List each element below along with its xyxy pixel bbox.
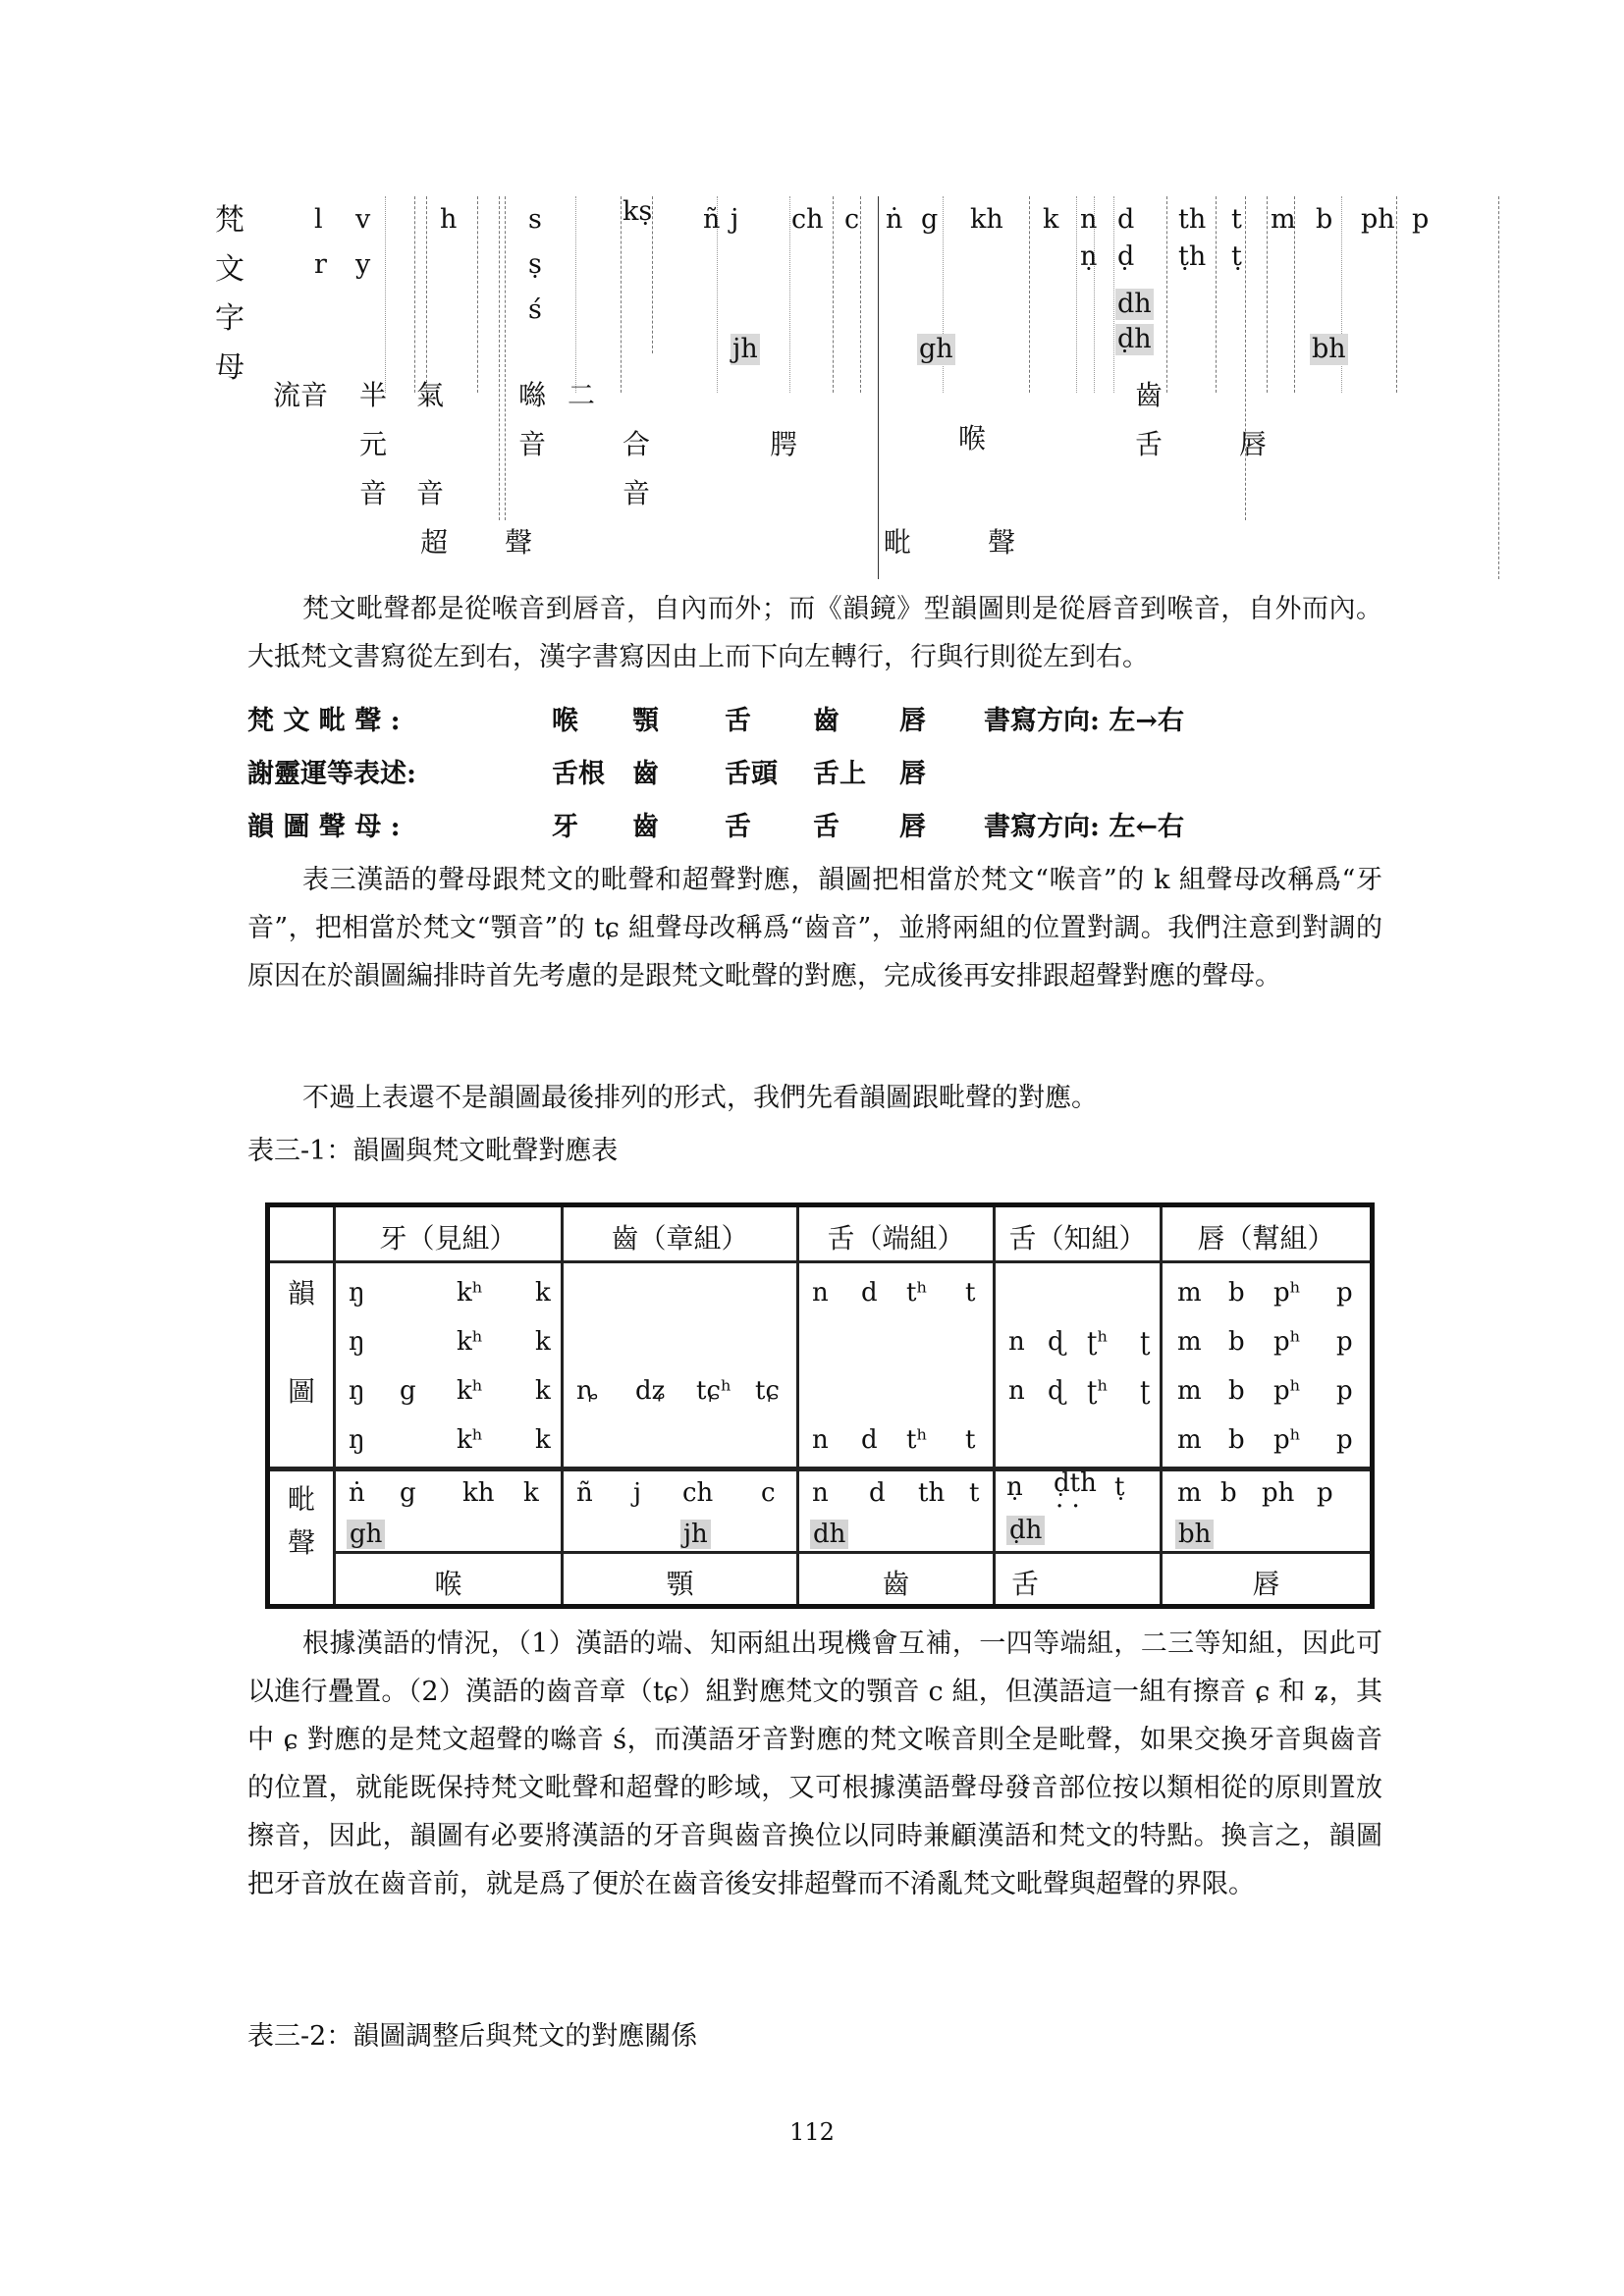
- cell-g: g: [400, 1376, 416, 1406]
- letter-s-acute: ś: [528, 294, 542, 325]
- label-chao: 超: [420, 526, 449, 559]
- cell-zhi: ɖ: [1048, 1376, 1064, 1406]
- letter-th-dot: ṭh: [1178, 241, 1207, 272]
- label-breath: 音: [416, 477, 445, 509]
- row-cell: 舌: [725, 812, 751, 842]
- label-compound: 合: [623, 428, 651, 460]
- cell-bang: m: [1177, 1327, 1202, 1357]
- cell-zhi: n: [1008, 1376, 1025, 1406]
- cell-bang: b: [1228, 1376, 1245, 1406]
- cell-bang: b: [1228, 1425, 1245, 1455]
- label-liquid: 流音: [273, 379, 329, 411]
- cell-pi-e: ch: [682, 1478, 714, 1508]
- label-lingual: 舌: [1135, 428, 1164, 460]
- header-bang: 唇（幫組）: [1197, 1222, 1335, 1255]
- cell-bang: p: [1336, 1278, 1353, 1308]
- label-labial: 唇: [1239, 428, 1268, 460]
- row-label-pi: 毗: [287, 1483, 315, 1516]
- label-two: 二: [568, 379, 596, 411]
- footer-she: 舌: [1010, 1568, 1039, 1600]
- footer-chi: 齒: [882, 1568, 910, 1600]
- row-cell: 舌: [813, 812, 839, 842]
- cell-bang: pʰ: [1273, 1327, 1301, 1357]
- label-pi: 毗: [884, 526, 912, 559]
- footer-chun: 唇: [1252, 1568, 1280, 1600]
- letter-ks: kṣ: [623, 196, 653, 227]
- letter-th: th: [1178, 204, 1207, 235]
- letter-n-dot: ṇ: [1080, 241, 1098, 272]
- letter-gh: gh: [919, 334, 953, 364]
- cell-duan: d: [861, 1278, 878, 1308]
- label-semivowel: 元: [359, 428, 388, 460]
- letter-n-macron: ṅ: [886, 204, 903, 235]
- cell-bang: pʰ: [1273, 1376, 1301, 1406]
- cell-pi-chi: t: [969, 1478, 980, 1508]
- footer-hou: 喉: [434, 1568, 462, 1600]
- cell-k: k: [535, 1327, 551, 1357]
- cell-zhang: tɕ: [755, 1376, 781, 1406]
- compare-row-xie: [247, 752, 1327, 791]
- cell-zhi: ʈʰ: [1087, 1327, 1109, 1357]
- cell-ng: ŋ: [349, 1327, 365, 1357]
- chart-side-label: [212, 196, 247, 393]
- cell-kh: kʰ: [457, 1425, 484, 1455]
- letter-p: p: [1412, 204, 1430, 235]
- header-zhang: 齒（章組）: [611, 1222, 749, 1255]
- letter-n: n: [1080, 204, 1098, 235]
- side-char: 字: [215, 301, 244, 336]
- label-sheng: 聲: [505, 526, 533, 559]
- cell-ng: ŋ: [349, 1425, 365, 1455]
- label-guttural: 喉: [958, 422, 987, 454]
- label-dental: 齒: [1135, 379, 1164, 411]
- letter-v: v: [355, 204, 371, 235]
- label-sibilant: 音: [518, 428, 547, 460]
- row-note: 書寫方向: 左→右: [984, 706, 1184, 736]
- cell-pi-she-dots: · ·: [1056, 1492, 1080, 1522]
- cell-zhi: n: [1008, 1327, 1025, 1357]
- row-label-sheng: 聲: [287, 1526, 315, 1559]
- cell-zhi: ʈʰ: [1087, 1376, 1109, 1406]
- cell-pi-chun: p: [1317, 1478, 1333, 1508]
- row-cell: 舌: [725, 706, 751, 736]
- letter-d: d: [1117, 204, 1135, 235]
- cell-pi-hou: g: [400, 1478, 416, 1508]
- label-semivowel: 半: [359, 379, 388, 411]
- cell-pi-chun: m: [1177, 1478, 1202, 1508]
- cell-bang: m: [1177, 1278, 1202, 1308]
- page-number: 112: [789, 2118, 835, 2146]
- cell-pi-chi: d: [869, 1478, 886, 1508]
- row-label-tu: 圖: [287, 1375, 315, 1408]
- letter-c: c: [844, 204, 860, 235]
- side-char: 梵: [215, 203, 244, 238]
- cell-bang: p: [1336, 1376, 1353, 1406]
- cell-duan: tʰ: [906, 1425, 928, 1455]
- label-pi-sheng: 聲: [988, 526, 1016, 559]
- cell-pi-she: ṭ: [1114, 1472, 1125, 1502]
- row-cell: 喉: [552, 706, 578, 736]
- letter-b: b: [1316, 204, 1333, 235]
- cell-ng: ŋ: [349, 1376, 365, 1406]
- cell-zhang: tɕʰ: [696, 1376, 732, 1406]
- cell-kh: kʰ: [457, 1376, 484, 1406]
- cell-kh: kʰ: [457, 1278, 484, 1308]
- row-cell: 舌上: [813, 759, 866, 789]
- letter-ph: ph: [1361, 204, 1395, 235]
- row-label-yun: 韻: [287, 1277, 315, 1309]
- row-cell: 齒: [632, 759, 659, 789]
- letter-ch: ch: [791, 204, 824, 235]
- letter-l: l: [314, 204, 323, 235]
- cell-pi-she: ḍth: [1054, 1468, 1097, 1498]
- letter-g: g: [921, 204, 939, 235]
- cell-duan: n: [812, 1278, 829, 1308]
- cell-zhi: ɖ: [1048, 1327, 1064, 1357]
- cell-pi-e: c: [761, 1478, 776, 1508]
- header-duan: 舌（端組）: [827, 1222, 965, 1255]
- row-cell: 顎: [632, 706, 659, 736]
- row-cell: 唇: [899, 812, 926, 842]
- letter-m: m: [1271, 204, 1296, 235]
- cell-bang: m: [1177, 1425, 1202, 1455]
- label-semivowel: 音: [359, 477, 388, 509]
- row-cell: 牙: [552, 812, 578, 842]
- letter-k: k: [1043, 204, 1059, 235]
- label-compound: 音: [623, 477, 651, 509]
- cell-bang: pʰ: [1273, 1278, 1301, 1308]
- row-note: 書寫方向: 左←右: [984, 812, 1184, 842]
- cell-pi-gh: gh: [347, 1520, 385, 1549]
- side-char: 母: [215, 350, 244, 385]
- cell-kh: kʰ: [457, 1327, 484, 1357]
- row-cell: 舌頭: [725, 759, 778, 789]
- letter-h: h: [440, 204, 458, 235]
- letter-kh: kh: [970, 204, 1003, 235]
- compare-row-pi: [247, 699, 1327, 738]
- cell-bang: b: [1228, 1327, 1245, 1357]
- cell-duan: t: [965, 1278, 976, 1308]
- letter-t-dot: ṭ: [1231, 241, 1242, 272]
- sanskrit-letter-chart: [0, 0, 1624, 579]
- row-label: 梵 文 毗 聲 :: [247, 706, 401, 736]
- cell-duan: tʰ: [906, 1278, 928, 1308]
- label-sibilant: 噝: [518, 379, 547, 411]
- row-cell: 齒: [813, 706, 839, 736]
- cell-pi-chi: n: [812, 1478, 829, 1508]
- cell-pi-jh: jh: [680, 1520, 711, 1549]
- cell-k: k: [535, 1376, 551, 1406]
- compare-row-yuntu: [247, 805, 1327, 844]
- paragraph-4: 根據漢語的情況，（1）漢語的端、知兩組出現機會互補，一四等端組，二三等知組，因此可以進行疊置。（2）漢語的齒音章（tɕ）組對應梵文的顎音 c 組，但漢語這一組有擦音 ɕ 和 ʑ，其中 ɕ 對應的是梵文超聲的噝音 ś，而漢語牙音對應的梵文喉音則全是毗聲，如果交換牙音與齒音的位置，就能既保持梵文毗聲和超聲的畛域，又可根據漢語聲母發音部位按以類相從的原則置放擦音，因此，韻圖有必要將漢語的牙音與齒音換位以同時兼顧漢語和梵文的特點。換言之，韻圖把牙音放在齒音前，就是爲了便於在齒音後安排超聲而不淆亂梵文毗聲與超聲的界限。: [247, 1629, 1382, 1899]
- letter-t: t: [1231, 204, 1242, 235]
- cell-bang: p: [1336, 1327, 1353, 1357]
- letter-dh: dh: [1117, 289, 1152, 319]
- cell-pi-hou: k: [523, 1478, 539, 1508]
- letter-r: r: [314, 249, 327, 280]
- cell-duan: d: [861, 1425, 878, 1455]
- cell-pi-she: ṇ: [1006, 1472, 1023, 1502]
- letter-dh-dot: ḍh: [1117, 324, 1152, 354]
- cell-zhi: ʈ: [1140, 1376, 1151, 1406]
- letter-d-dot: ḍ: [1117, 241, 1135, 272]
- label-breath: 氣: [416, 379, 445, 411]
- table-caption-3-1: 表三-1：韻圖與梵文毗聲對應表: [247, 1136, 619, 1166]
- cell-bang: pʰ: [1273, 1425, 1301, 1455]
- cell-zhi: ʈ: [1140, 1327, 1151, 1357]
- letter-jh: jh: [732, 334, 758, 364]
- row-label: 韻 圖 聲 母 :: [247, 812, 401, 842]
- cell-zhang: dʑ: [635, 1376, 667, 1406]
- letter-s-dot: ṣ: [528, 249, 542, 280]
- cell-bang: b: [1228, 1278, 1245, 1308]
- letter-bh: bh: [1312, 334, 1346, 364]
- table-3-1: [265, 1202, 1375, 1609]
- cell-pi-dh: dh: [810, 1520, 848, 1549]
- cell-k: k: [535, 1425, 551, 1455]
- cell-pi-e: ñ: [576, 1478, 593, 1508]
- footer-e: 顎: [666, 1568, 694, 1600]
- cell-pi-hou: ṅ: [349, 1478, 365, 1508]
- letter-s: s: [528, 204, 542, 235]
- table-caption-3-2: 表三-2：韻圖調整后與梵文的對應關係: [247, 2021, 698, 2052]
- cell-k: k: [535, 1278, 551, 1308]
- label-palatal: 腭: [770, 428, 798, 460]
- row-cell: 齒: [632, 812, 659, 842]
- paragraph-1: 梵文毗聲都是從喉音到唇音，自內而外；而《韻鏡》型韻圖則是從唇音到喉音，自外而內。大抵梵文書寫從左到右，漢字書寫因由上而下向左轉行，行與行則從左到右。: [247, 594, 1382, 672]
- cell-pi-chi: th: [918, 1478, 946, 1508]
- letter-y: y: [355, 249, 371, 280]
- cell-pi-she-dh: ḍh: [1006, 1516, 1045, 1545]
- cell-duan: n: [812, 1425, 829, 1455]
- side-char: 文: [215, 252, 244, 287]
- cell-pi-bh: bh: [1175, 1520, 1214, 1549]
- cell-zhang: ȵ: [576, 1376, 598, 1406]
- row-label: 謝靈運等表述:: [247, 759, 416, 789]
- header-ya: 牙（見組）: [379, 1222, 517, 1255]
- cell-duan: t: [965, 1425, 976, 1455]
- cell-ng: ŋ: [349, 1278, 365, 1308]
- paragraph-2: 表三漢語的聲母跟梵文的毗聲和超聲對應，韻圖把相當於梵文“喉音”的 k 組聲母改稱爲“牙音”，把相當於梵文“顎音”的 tɕ 組聲母改稱爲“齒音”，並將兩組的位置對調。我們注意到對調的原因在於韻圖編排時首先考慮的是跟梵文毗聲的對應，完成後再安排跟超聲對應的聲母。: [247, 865, 1382, 991]
- row-cell: 唇: [899, 706, 926, 736]
- cell-pi-hou: kh: [462, 1478, 495, 1508]
- letter-j: j: [731, 204, 739, 235]
- header-zhi: 舌（知組）: [1008, 1222, 1147, 1255]
- letter-n-tilde: ñ: [703, 204, 721, 235]
- row-cell: 舌根: [552, 759, 605, 789]
- cell-pi-e: j: [633, 1478, 642, 1508]
- cell-bang: m: [1177, 1376, 1202, 1406]
- paragraph-3: 不過上表還不是韻圖最後排列的形式，我們先看韻圖跟毗聲的對應。: [302, 1083, 1098, 1113]
- cell-pi-chun: ph: [1262, 1478, 1295, 1508]
- cell-bang: p: [1336, 1425, 1353, 1455]
- row-cell: 唇: [899, 759, 926, 789]
- cell-pi-chun: b: [1220, 1478, 1237, 1508]
